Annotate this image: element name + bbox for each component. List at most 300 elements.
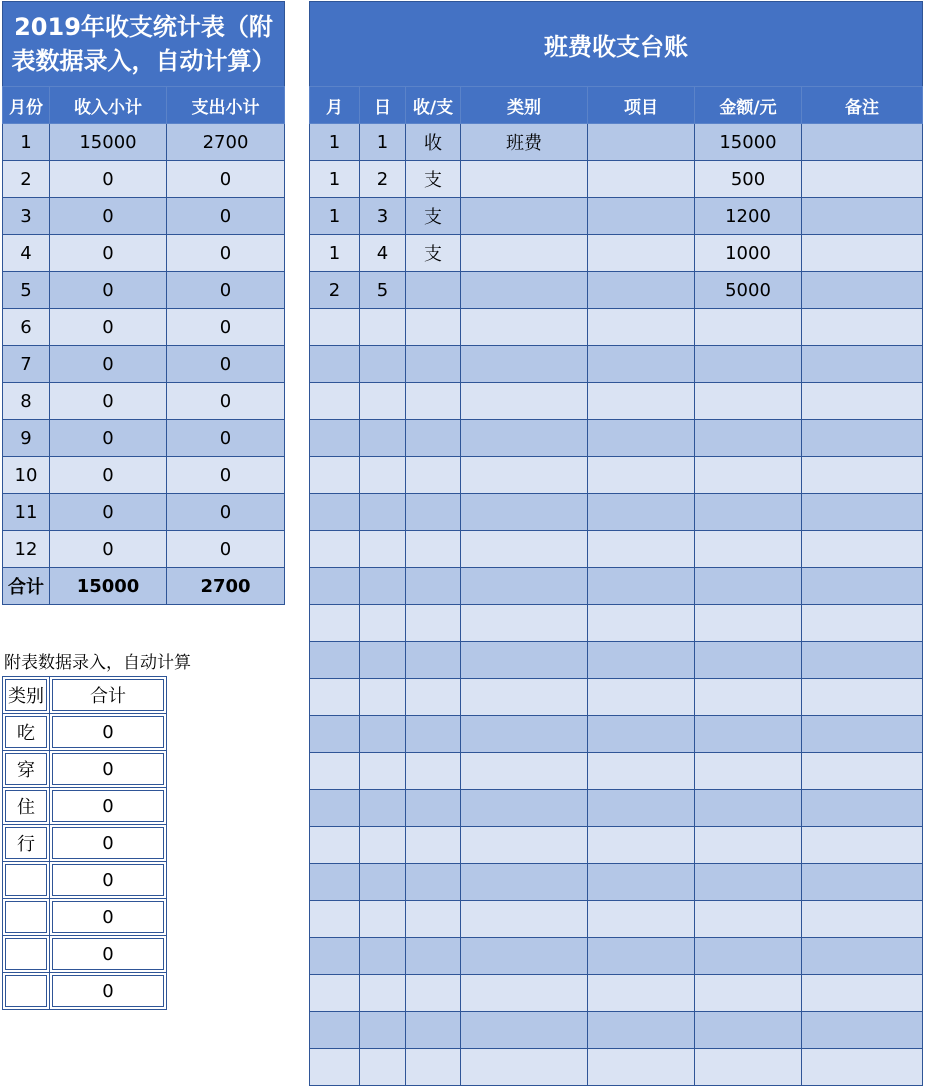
ledger-cell[interactable] xyxy=(695,864,802,901)
ledger-cell[interactable] xyxy=(461,272,588,309)
summary-cell[interactable]: 0 xyxy=(50,346,167,383)
ledger-cell[interactable] xyxy=(802,198,923,235)
ledger-cell[interactable] xyxy=(310,568,360,605)
ledger-row xyxy=(310,235,923,272)
ledger-cell[interactable] xyxy=(461,1049,588,1086)
category-cell[interactable] xyxy=(3,936,50,973)
ledger-cell[interactable] xyxy=(588,679,695,716)
ledger-cell[interactable] xyxy=(588,124,695,161)
category-cell[interactable] xyxy=(3,973,50,1010)
ledger-cell[interactable] xyxy=(310,346,360,383)
ledger-cell[interactable] xyxy=(695,827,802,864)
ledger-cell[interactable] xyxy=(310,383,360,420)
ledger-cell[interactable] xyxy=(310,827,360,864)
summary-cell[interactable]: 0 xyxy=(50,420,167,457)
ledger-cell[interactable] xyxy=(588,753,695,790)
ledger-cell[interactable] xyxy=(360,346,406,383)
ledger-cell[interactable]: 收 xyxy=(406,124,461,161)
ledger-cell[interactable] xyxy=(461,161,588,198)
ledger-cell[interactable] xyxy=(406,753,461,790)
summary-cell[interactable]: 0 xyxy=(167,494,285,531)
ledger-cell[interactable] xyxy=(360,457,406,494)
summary-total-cell[interactable]: 15000 xyxy=(50,568,167,605)
ledger-cell[interactable]: 1000 xyxy=(695,235,802,272)
ledger-cell[interactable] xyxy=(461,679,588,716)
ledger-cell[interactable]: 2 xyxy=(310,272,360,309)
ledger-cell[interactable] xyxy=(406,605,461,642)
category-row xyxy=(3,714,167,751)
ledger-cell[interactable]: 1 xyxy=(310,198,360,235)
category-row xyxy=(3,899,167,936)
ledger-cell[interactable] xyxy=(461,605,588,642)
ledger-cell[interactable] xyxy=(461,346,588,383)
ledger-cell[interactable] xyxy=(406,531,461,568)
ledger-cell[interactable] xyxy=(461,457,588,494)
summary-row xyxy=(3,457,285,494)
ledger-row xyxy=(310,679,923,716)
ledger-row xyxy=(310,568,923,605)
summary-cell[interactable]: 0 xyxy=(50,272,167,309)
annual-summary-table xyxy=(2,1,285,605)
category-cell[interactable]: 行 xyxy=(3,825,50,862)
ledger-cell[interactable] xyxy=(461,494,588,531)
ledger-cell[interactable] xyxy=(360,383,406,420)
ledger-cell[interactable] xyxy=(588,309,695,346)
ledger-cell[interactable] xyxy=(461,383,588,420)
ledger-cell[interactable] xyxy=(360,716,406,753)
ledger-cell[interactable] xyxy=(802,124,923,161)
summary-row xyxy=(3,309,285,346)
ledger-cell[interactable] xyxy=(360,864,406,901)
ledger-cell[interactable] xyxy=(802,716,923,753)
ledger-cell[interactable] xyxy=(406,679,461,716)
ledger-row xyxy=(310,827,923,864)
ledger-column-header: 项目 xyxy=(588,87,695,124)
ledger-cell[interactable] xyxy=(360,827,406,864)
summary-cell[interactable]: 0 xyxy=(167,272,285,309)
summary-cell[interactable]: 2 xyxy=(3,161,50,198)
ledger-cell[interactable] xyxy=(360,605,406,642)
summary-cell[interactable]: 1 xyxy=(3,124,50,161)
ledger-column-header: 日 xyxy=(360,87,406,124)
ledger-cell[interactable] xyxy=(695,309,802,346)
summary-cell[interactable]: 6 xyxy=(3,309,50,346)
ledger-column-header: 金额/元 xyxy=(695,87,802,124)
ledger-cell[interactable] xyxy=(406,383,461,420)
ledger-cell[interactable] xyxy=(802,642,923,679)
ledger-cell[interactable] xyxy=(588,494,695,531)
ledger-cell[interactable] xyxy=(360,1012,406,1049)
ledger-cell[interactable]: 4 xyxy=(360,235,406,272)
ledger-cell[interactable] xyxy=(588,864,695,901)
ledger-cell[interactable] xyxy=(406,901,461,938)
ledger-cell[interactable] xyxy=(695,975,802,1012)
ledger-cell[interactable] xyxy=(461,938,588,975)
ledger-cell[interactable] xyxy=(310,901,360,938)
ledger-cell[interactable] xyxy=(406,309,461,346)
ledger-cell[interactable]: 2 xyxy=(360,161,406,198)
ledger-row xyxy=(310,346,923,383)
ledger-cell[interactable] xyxy=(406,938,461,975)
summary-column-header: 月份 xyxy=(3,87,50,124)
ledger-cell[interactable] xyxy=(802,346,923,383)
ledger-row xyxy=(310,938,923,975)
ledger-cell[interactable] xyxy=(588,642,695,679)
ledger-row xyxy=(310,1049,923,1086)
summary-cell[interactable]: 9 xyxy=(3,420,50,457)
ledger-column-header: 备注 xyxy=(802,87,923,124)
ledger-cell[interactable] xyxy=(695,383,802,420)
ledger-cell[interactable] xyxy=(588,901,695,938)
ledger-row xyxy=(310,457,923,494)
summary-cell[interactable]: 0 xyxy=(167,383,285,420)
category-totals-table xyxy=(2,676,167,1010)
ledger-row xyxy=(310,198,923,235)
ledger-cell[interactable] xyxy=(802,457,923,494)
ledger-cell[interactable] xyxy=(461,420,588,457)
summary-cell[interactable]: 12 xyxy=(3,531,50,568)
ledger-cell[interactable] xyxy=(461,198,588,235)
ledger-cell[interactable] xyxy=(310,642,360,679)
ledger-cell[interactable]: 支 xyxy=(406,198,461,235)
ledger-row xyxy=(310,753,923,790)
summary-cell[interactable]: 8 xyxy=(3,383,50,420)
summary-cell[interactable]: 0 xyxy=(167,198,285,235)
summary-cell[interactable]: 0 xyxy=(167,531,285,568)
summary-cell[interactable]: 5 xyxy=(3,272,50,309)
ledger-cell[interactable]: 班费 xyxy=(461,124,588,161)
category-column-header: 类别 xyxy=(3,677,50,714)
ledger-cell[interactable] xyxy=(310,864,360,901)
summary-cell[interactable]: 2700 xyxy=(167,124,285,161)
ledger-cell[interactable] xyxy=(802,161,923,198)
ledger-cell[interactable] xyxy=(802,753,923,790)
ledger-cell[interactable] xyxy=(802,827,923,864)
summary-column-header: 支出小计 xyxy=(167,87,285,124)
ledger-cell[interactable] xyxy=(695,790,802,827)
ledger-cell[interactable]: 1 xyxy=(360,124,406,161)
ledger-cell[interactable] xyxy=(406,346,461,383)
ledger-row xyxy=(310,124,923,161)
ledger-cell[interactable] xyxy=(695,605,802,642)
summary-row xyxy=(3,420,285,457)
category-cell[interactable]: 0 xyxy=(50,936,167,973)
summary-row xyxy=(3,198,285,235)
ledger-cell[interactable] xyxy=(360,753,406,790)
summary-title: 2019年收支统计表（附表数据录入，自动计算） xyxy=(3,2,285,87)
ledger-cell[interactable] xyxy=(695,420,802,457)
ledger-cell[interactable] xyxy=(588,346,695,383)
ledger-cell[interactable] xyxy=(588,161,695,198)
ledger-cell[interactable] xyxy=(310,309,360,346)
category-cell[interactable]: 0 xyxy=(50,714,167,751)
ledger-row xyxy=(310,642,923,679)
summary-total-cell[interactable]: 合计 xyxy=(3,568,50,605)
summary-cell[interactable]: 0 xyxy=(167,457,285,494)
ledger-cell[interactable] xyxy=(310,753,360,790)
summary-total-cell[interactable]: 2700 xyxy=(167,568,285,605)
ledger-cell[interactable]: 5000 xyxy=(695,272,802,309)
ledger-cell[interactable]: 5 xyxy=(360,272,406,309)
ledger-cell[interactable] xyxy=(310,790,360,827)
summary-cell[interactable]: 3 xyxy=(3,198,50,235)
ledger-cell[interactable] xyxy=(802,568,923,605)
summary-cell[interactable]: 0 xyxy=(50,383,167,420)
category-row xyxy=(3,862,167,899)
ledger-cell[interactable]: 支 xyxy=(406,161,461,198)
ledger-cell[interactable] xyxy=(588,938,695,975)
ledger-row xyxy=(310,531,923,568)
summary-cell[interactable]: 0 xyxy=(50,235,167,272)
ledger-cell[interactable] xyxy=(406,568,461,605)
ledger-row xyxy=(310,309,923,346)
category-cell[interactable]: 穿 xyxy=(3,751,50,788)
summary-cell[interactable]: 0 xyxy=(50,309,167,346)
ledger-cell[interactable] xyxy=(802,235,923,272)
category-row xyxy=(3,936,167,973)
summary-row xyxy=(3,346,285,383)
category-cell[interactable]: 吃 xyxy=(3,714,50,751)
ledger-cell[interactable] xyxy=(406,272,461,309)
ledger-cell[interactable] xyxy=(588,198,695,235)
ledger-cell[interactable] xyxy=(695,346,802,383)
summary-total-row xyxy=(3,568,285,605)
category-cell[interactable] xyxy=(3,862,50,899)
category-cell[interactable]: 0 xyxy=(50,825,167,862)
ledger-cell[interactable] xyxy=(588,605,695,642)
category-cell[interactable]: 0 xyxy=(50,788,167,825)
ledger-cell[interactable] xyxy=(695,716,802,753)
summary-cell[interactable]: 4 xyxy=(3,235,50,272)
ledger-cell[interactable] xyxy=(406,975,461,1012)
ledger-cell[interactable] xyxy=(461,642,588,679)
ledger-cell[interactable] xyxy=(461,827,588,864)
ledger-row xyxy=(310,494,923,531)
ledger-cell[interactable] xyxy=(802,790,923,827)
ledger-cell[interactable] xyxy=(310,605,360,642)
ledger-cell[interactable] xyxy=(461,235,588,272)
ledger-cell[interactable] xyxy=(802,383,923,420)
ledger-cell[interactable] xyxy=(695,753,802,790)
ledger-row xyxy=(310,420,923,457)
ledger-cell[interactable] xyxy=(461,309,588,346)
category-cell[interactable]: 0 xyxy=(50,899,167,936)
summary-cell[interactable]: 0 xyxy=(50,198,167,235)
ledger-row xyxy=(310,1012,923,1049)
ledger-cell[interactable] xyxy=(588,568,695,605)
ledger-cell[interactable] xyxy=(588,975,695,1012)
ledger-cell[interactable] xyxy=(461,568,588,605)
categories-caption: 附表数据录入，自动计算 xyxy=(4,653,191,673)
ledger-row xyxy=(310,975,923,1012)
ledger-cell[interactable]: 1200 xyxy=(695,198,802,235)
ledger-cell[interactable] xyxy=(461,790,588,827)
summary-cell[interactable]: 0 xyxy=(50,161,167,198)
category-cell[interactable] xyxy=(3,899,50,936)
summary-row xyxy=(3,161,285,198)
ledger-cell[interactable] xyxy=(360,975,406,1012)
ledger-cell[interactable] xyxy=(310,938,360,975)
category-row xyxy=(3,788,167,825)
ledger-cell[interactable]: 15000 xyxy=(695,124,802,161)
ledger-cell[interactable] xyxy=(461,753,588,790)
ledger-cell[interactable] xyxy=(310,494,360,531)
category-cell[interactable]: 住 xyxy=(3,788,50,825)
ledger-cell[interactable] xyxy=(461,1012,588,1049)
ledger-cell[interactable] xyxy=(802,1049,923,1086)
ledger-cell[interactable] xyxy=(802,531,923,568)
ledger-cell[interactable] xyxy=(310,531,360,568)
ledger-cell[interactable] xyxy=(588,420,695,457)
ledger-cell[interactable] xyxy=(360,642,406,679)
summary-cell[interactable]: 0 xyxy=(50,531,167,568)
summary-cell[interactable]: 0 xyxy=(167,309,285,346)
ledger-cell[interactable] xyxy=(695,901,802,938)
ledger-cell[interactable] xyxy=(310,975,360,1012)
ledger-cell[interactable] xyxy=(695,1012,802,1049)
summary-row xyxy=(3,124,285,161)
category-row xyxy=(3,825,167,862)
ledger-cell[interactable] xyxy=(461,864,588,901)
ledger-cell[interactable] xyxy=(802,679,923,716)
ledger-cell[interactable] xyxy=(588,1012,695,1049)
ledger-cell[interactable]: 1 xyxy=(310,235,360,272)
ledger-cell[interactable]: 支 xyxy=(406,235,461,272)
summary-cell[interactable]: 0 xyxy=(167,161,285,198)
ledger-cell[interactable] xyxy=(802,494,923,531)
ledger-title: 班费收支台账 xyxy=(310,2,923,87)
ledger-cell[interactable] xyxy=(695,457,802,494)
ledger-cell[interactable] xyxy=(461,716,588,753)
ledger-cell[interactable] xyxy=(310,716,360,753)
ledger-column-header: 月 xyxy=(310,87,360,124)
summary-cell[interactable]: 0 xyxy=(167,235,285,272)
ledger-cell[interactable] xyxy=(360,938,406,975)
ledger-cell[interactable] xyxy=(406,827,461,864)
ledger-cell[interactable] xyxy=(802,420,923,457)
summary-cell[interactable]: 11 xyxy=(3,494,50,531)
summary-row xyxy=(3,383,285,420)
summary-cell[interactable]: 0 xyxy=(50,457,167,494)
ledger-cell[interactable] xyxy=(802,309,923,346)
ledger-row xyxy=(310,864,923,901)
ledger-cell[interactable] xyxy=(588,790,695,827)
ledger-row xyxy=(310,605,923,642)
summary-row xyxy=(3,272,285,309)
category-row xyxy=(3,973,167,1010)
summary-row xyxy=(3,235,285,272)
ledger-cell[interactable] xyxy=(406,864,461,901)
ledger-cell[interactable] xyxy=(406,457,461,494)
summary-cell[interactable]: 0 xyxy=(50,494,167,531)
ledger-cell[interactable] xyxy=(310,1012,360,1049)
ledger-cell[interactable] xyxy=(406,1012,461,1049)
ledger-cell[interactable] xyxy=(802,864,923,901)
ledger-cell[interactable] xyxy=(802,272,923,309)
summary-row xyxy=(3,531,285,568)
ledger-cell[interactable] xyxy=(695,1049,802,1086)
ledger-column-header: 收/支 xyxy=(406,87,461,124)
summary-cell[interactable]: 15000 xyxy=(50,124,167,161)
ledger-cell[interactable]: 1 xyxy=(310,161,360,198)
ledger-cell[interactable] xyxy=(461,531,588,568)
summary-column-header: 收入小计 xyxy=(50,87,167,124)
ledger-cell[interactable] xyxy=(360,901,406,938)
ledger-row xyxy=(310,716,923,753)
ledger-cell[interactable] xyxy=(406,420,461,457)
ledger-cell[interactable] xyxy=(360,790,406,827)
class-fund-ledger-table xyxy=(309,1,923,1086)
ledger-cell[interactable] xyxy=(802,605,923,642)
summary-cell[interactable]: 0 xyxy=(167,420,285,457)
ledger-cell[interactable] xyxy=(406,790,461,827)
ledger-cell[interactable] xyxy=(588,827,695,864)
ledger-cell[interactable] xyxy=(360,494,406,531)
ledger-cell[interactable] xyxy=(360,568,406,605)
summary-cell[interactable]: 7 xyxy=(3,346,50,383)
ledger-cell[interactable] xyxy=(588,457,695,494)
ledger-cell[interactable] xyxy=(360,1049,406,1086)
ledger-row xyxy=(310,790,923,827)
category-cell[interactable]: 0 xyxy=(50,862,167,899)
ledger-cell[interactable] xyxy=(406,494,461,531)
ledger-cell[interactable] xyxy=(588,235,695,272)
ledger-cell[interactable] xyxy=(310,457,360,494)
ledger-cell[interactable] xyxy=(802,938,923,975)
ledger-cell[interactable] xyxy=(802,975,923,1012)
ledger-cell[interactable] xyxy=(406,716,461,753)
ledger-cell[interactable] xyxy=(406,642,461,679)
ledger-column-header: 类别 xyxy=(461,87,588,124)
ledger-cell[interactable] xyxy=(695,642,802,679)
ledger-cell[interactable] xyxy=(360,420,406,457)
ledger-row xyxy=(310,161,923,198)
ledger-cell[interactable] xyxy=(695,568,802,605)
ledger-cell[interactable] xyxy=(588,531,695,568)
category-cell[interactable]: 0 xyxy=(50,973,167,1010)
summary-cell[interactable]: 0 xyxy=(167,346,285,383)
ledger-cell[interactable] xyxy=(695,494,802,531)
ledger-cell[interactable] xyxy=(695,938,802,975)
ledger-cell[interactable] xyxy=(360,309,406,346)
ledger-cell[interactable] xyxy=(461,901,588,938)
ledger-cell[interactable] xyxy=(588,383,695,420)
ledger-cell[interactable]: 1 xyxy=(310,124,360,161)
ledger-cell[interactable] xyxy=(310,1049,360,1086)
ledger-row xyxy=(310,272,923,309)
ledger-cell[interactable] xyxy=(695,679,802,716)
ledger-cell[interactable]: 3 xyxy=(360,198,406,235)
ledger-cell[interactable] xyxy=(360,531,406,568)
ledger-cell[interactable] xyxy=(310,679,360,716)
ledger-row xyxy=(310,383,923,420)
ledger-cell[interactable] xyxy=(802,901,923,938)
category-row xyxy=(3,751,167,788)
ledger-cell[interactable] xyxy=(588,1049,695,1086)
ledger-cell[interactable] xyxy=(802,1012,923,1049)
ledger-cell[interactable] xyxy=(461,975,588,1012)
ledger-cell[interactable] xyxy=(588,272,695,309)
ledger-cell[interactable] xyxy=(695,531,802,568)
ledger-cell[interactable] xyxy=(360,679,406,716)
summary-cell[interactable]: 10 xyxy=(3,457,50,494)
summary-row xyxy=(3,494,285,531)
ledger-cell[interactable] xyxy=(406,1049,461,1086)
ledger-cell[interactable]: 500 xyxy=(695,161,802,198)
category-cell[interactable]: 0 xyxy=(50,751,167,788)
ledger-cell[interactable] xyxy=(310,420,360,457)
ledger-cell[interactable] xyxy=(588,716,695,753)
